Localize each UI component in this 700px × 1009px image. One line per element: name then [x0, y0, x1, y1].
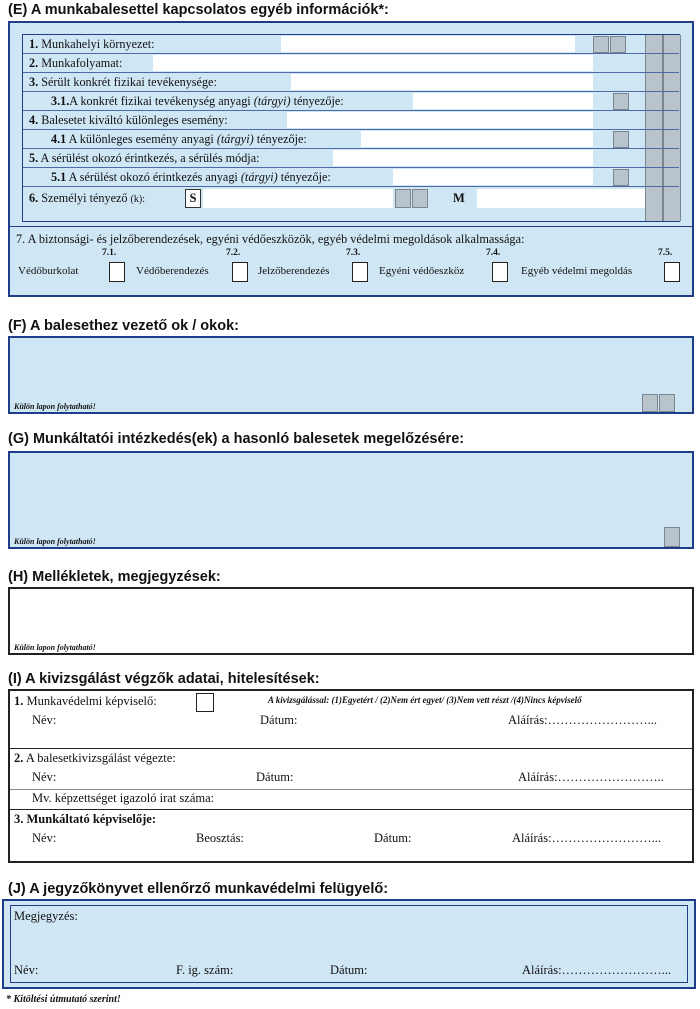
code-cell[interactable] — [412, 189, 428, 208]
continue-note: Külön lapon folytatható! — [14, 402, 96, 411]
section-e-rows — [22, 34, 680, 222]
section-g-title: (G) Munkáltatói intézkedés(ek) a hasonló balesetek megelőzésére: — [8, 431, 465, 447]
investigator-date: Dátum: — [256, 770, 294, 784]
personal-factor-s-field[interactable] — [203, 189, 393, 208]
row-contact-mode — [23, 149, 679, 168]
m-label: M — [453, 191, 465, 205]
safety-label: Egyéb védelmi megoldás — [521, 265, 633, 277]
row-event-material: 4.1 A különleges esemény anyagi (tárgyi) tényezője: — [23, 130, 679, 149]
safety-label: Védőburkolat — [18, 265, 79, 277]
inspector-sign[interactable]: Aláírás:……………………... — [522, 963, 671, 977]
personal-factor-m-field[interactable] — [477, 189, 645, 208]
code-cell[interactable] — [395, 189, 411, 208]
investigator-sign[interactable]: Aláírás:…………………….. — [518, 770, 664, 784]
employer-sign[interactable]: Aláírás:……………………... — [512, 831, 661, 845]
workplace-env-field[interactable] — [281, 36, 575, 52]
safety-label: Jelzőberendezés — [258, 265, 330, 277]
checkbox-guard[interactable] — [109, 262, 125, 282]
inspector-date: Dátum: — [330, 963, 368, 977]
section-j-panel — [2, 899, 696, 989]
row-num: 3. — [29, 75, 39, 89]
continue-note: Külön lapon folytatható! — [14, 643, 96, 652]
employer-name: Név: — [32, 831, 57, 845]
section-f-box[interactable] — [8, 336, 694, 414]
row-num: 6. — [29, 191, 39, 205]
safety-heading: 7. A biztonsági- és jelzőberendezések, egyéni védőeszközök, egyéb védelmi megoldások alkalmassága: — [16, 232, 525, 246]
inspector-remark[interactable]: Megjegyzés: — [14, 909, 78, 923]
investigator-name: Név: — [32, 770, 57, 784]
activity-material-field[interactable] — [413, 93, 593, 109]
code-cell[interactable] — [613, 169, 629, 186]
inspector-name: Név: — [14, 963, 39, 977]
work-process-field[interactable] — [153, 55, 593, 71]
section-i-title: (I) A kivizsgálást végzők adatai, hitelesítések: — [8, 671, 320, 687]
employer-position: Beosztás: — [196, 831, 244, 845]
code-cell[interactable] — [613, 93, 629, 110]
investigator-cert: Mv. képzettséget igazoló irat száma: — [32, 791, 215, 805]
rep-sign[interactable]: Aláírás:……………………... — [508, 713, 657, 727]
employer-date: Dátum: — [374, 831, 412, 845]
section-h-title: (H) Mellékletek, megjegyzések: — [8, 569, 221, 585]
row-label: Munkahelyi környezet: — [41, 37, 155, 51]
section-h-box[interactable] — [8, 587, 694, 655]
employer-label: Munkáltató képviselője: — [26, 812, 157, 826]
row-contact-material: 5.1 A sérülést okozó érintkezés anyagi (tárgyi) tényezője: — [23, 168, 679, 187]
physical-activity-field[interactable] — [291, 74, 593, 90]
checkbox-signal-device[interactable] — [352, 262, 368, 282]
contact-mode-field[interactable] — [333, 150, 593, 166]
special-event-field[interactable] — [287, 112, 593, 128]
row-num: 5. — [29, 151, 39, 165]
code-cell[interactable] — [664, 527, 680, 547]
row-label: A sérülést okozó érintkezés, a sérülés módja: — [40, 151, 260, 165]
row-special-event — [23, 111, 679, 130]
contact-material-field[interactable] — [393, 169, 593, 185]
section-f-title: (F) A balesethez vezető ok / okok: — [8, 318, 239, 334]
row-workplace-env — [23, 35, 679, 54]
row-label: Személyi tényező — [41, 191, 128, 205]
safety-label: Védőberendezés — [136, 265, 209, 277]
row-num: 5.1 — [51, 170, 67, 184]
s-label: S — [185, 189, 201, 208]
row-num: 4.1 — [51, 132, 67, 146]
section-g-box[interactable] — [8, 451, 694, 549]
investigator-label: A balesetkivizsgálást végezte: — [25, 751, 176, 765]
rep-legend: A kivizsgálással: (1)Egyetért / (2)Nem ért egyet/ (3)Nem vett részt /(4)Nincs képviselő — [268, 695, 582, 705]
row-label: Munkafolyamat: — [41, 56, 123, 70]
section-e-title: (E) A munkabalesettel kapcsolatos egyéb információk*: — [8, 2, 389, 18]
row-physical-activity — [23, 73, 679, 92]
code-cell[interactable] — [593, 36, 609, 53]
rep-date: Dátum: — [260, 713, 298, 727]
rep-name: Név: — [32, 713, 57, 727]
row-num: 1. — [29, 37, 39, 51]
section-j-title: (J) A jegyzőkönyvet ellenőrző munkavédelmi felügyelő: — [8, 881, 389, 897]
event-material-field[interactable] — [361, 131, 593, 147]
row-personal-factor: 6. Személyi tényező (k): S M — [23, 187, 679, 210]
inspector-fig: F. ig. szám: — [176, 963, 234, 977]
code-cell[interactable] — [642, 394, 658, 412]
code-cell[interactable] — [659, 394, 675, 412]
safety-label: Egyéni védőeszköz — [379, 265, 465, 277]
footnote: * Kitöltési útmutató szerint! — [6, 994, 121, 1005]
row-num: 2. — [29, 56, 39, 70]
row-work-process — [23, 54, 679, 73]
code-cell[interactable] — [610, 36, 626, 53]
rep-label: Munkavédelmi képviselő: — [26, 694, 157, 708]
section-e-panel: 1. Munkahelyi környezet: 2. Munkafolyamat: 3. Sérült konkrét fizikai tevékenysége: 3.1.A konkrét fizikai tevékenység anyagi (tárgyi) tényezője: 4. Balesetet kiváltó különleges esemény: 4.1 A különleges esemény anyagi (tárgyi) tényezője: 5. A sérülést okozó érintkezés, a sérülés módja: 5.1 A sérülést okozó érintkezés anyagi (tárgyi) tényezője: 6. Személyi tényező (k): S M 7. A biztonsági- és jelzőberendezések, egyéni védőeszközök, egyéb védelmi megoldások alkalmassága: 7.1. Védőburkolat 7.2. Védőberendezés 7.3. Jelzőberendezés 7.4. Egyéni védőeszköz 7.5. Egyéb védelmi megoldás — [8, 21, 694, 297]
row-label: Balesetet kiváltó különleges esemény: — [41, 113, 228, 127]
row-num: 4. — [29, 113, 39, 127]
code-cell[interactable] — [613, 131, 629, 148]
rep-checkbox[interactable] — [196, 693, 214, 712]
section-i-panel: 1. Munkavédelmi képviselő: A kivizsgálással: (1)Egyetért / (2)Nem ért egyet/ (3)Nem vett részt /(4)Nincs képviselő Név: Dátum: Aláírás:……………………... 2. A balesetkivizsgálást végezte: Név: Dátum: Aláírás:…………………….. Mv. képzettséget igazoló irat száma: 3. Munkáltató képviselője: Név: Beosztás: Dátum: Aláírás:……………………... — [8, 689, 694, 863]
row-num: 3.1. — [51, 94, 70, 108]
checkbox-protective-device[interactable] — [232, 262, 248, 282]
row-activity-material: 3.1.A konkrét fizikai tevékenység anyagi (tárgyi) tényezője: — [23, 92, 679, 111]
checkbox-ppe[interactable] — [492, 262, 508, 282]
checkbox-other-protection[interactable] — [664, 262, 680, 282]
continue-note: Külön lapon folytatható! — [14, 537, 96, 546]
row-label: Sérült konkrét fizikai tevékenysége: — [41, 75, 217, 89]
